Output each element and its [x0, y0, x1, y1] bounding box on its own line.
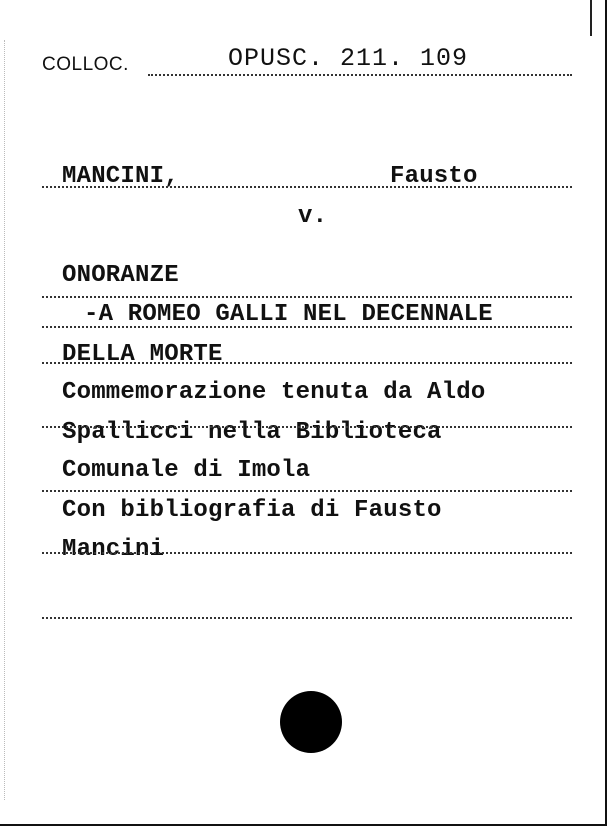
filing-hole: [280, 691, 342, 753]
author-rule: [42, 186, 572, 188]
colloc-value: OPUSC. 211. 109: [228, 44, 469, 73]
title-line-5: Spallicci nella Biblioteca: [62, 419, 442, 446]
rule-6: [42, 552, 572, 554]
colloc-rule: [148, 74, 572, 76]
author-forename: Fausto: [390, 163, 478, 190]
title-line-4: Commemorazione tenuta da Aldo: [62, 379, 486, 406]
title-line-1: ONORANZE: [62, 262, 179, 289]
title-line-8: Mancini: [62, 536, 165, 563]
colloc-label: COLLOC.: [42, 54, 129, 75]
title-line-2: -A ROMEO GALLI NEL DECENNALE: [84, 301, 493, 328]
rule-1: [42, 296, 572, 298]
title-line-7: Con bibliografia di Fausto: [62, 497, 442, 524]
card-left-edge: [4, 40, 6, 800]
title-line-6: Comunale di Imola: [62, 457, 311, 484]
rule-7: [42, 617, 572, 619]
v-marker: v.: [298, 203, 328, 230]
rule-5: [42, 490, 572, 492]
title-line-3: DELLA MORTE: [62, 341, 223, 368]
rule-3: [42, 362, 572, 364]
rule-4: [42, 426, 572, 428]
card-right-edge: [590, 0, 593, 36]
rule-2: [42, 326, 572, 328]
author-surname: MANCINI,: [62, 163, 179, 190]
